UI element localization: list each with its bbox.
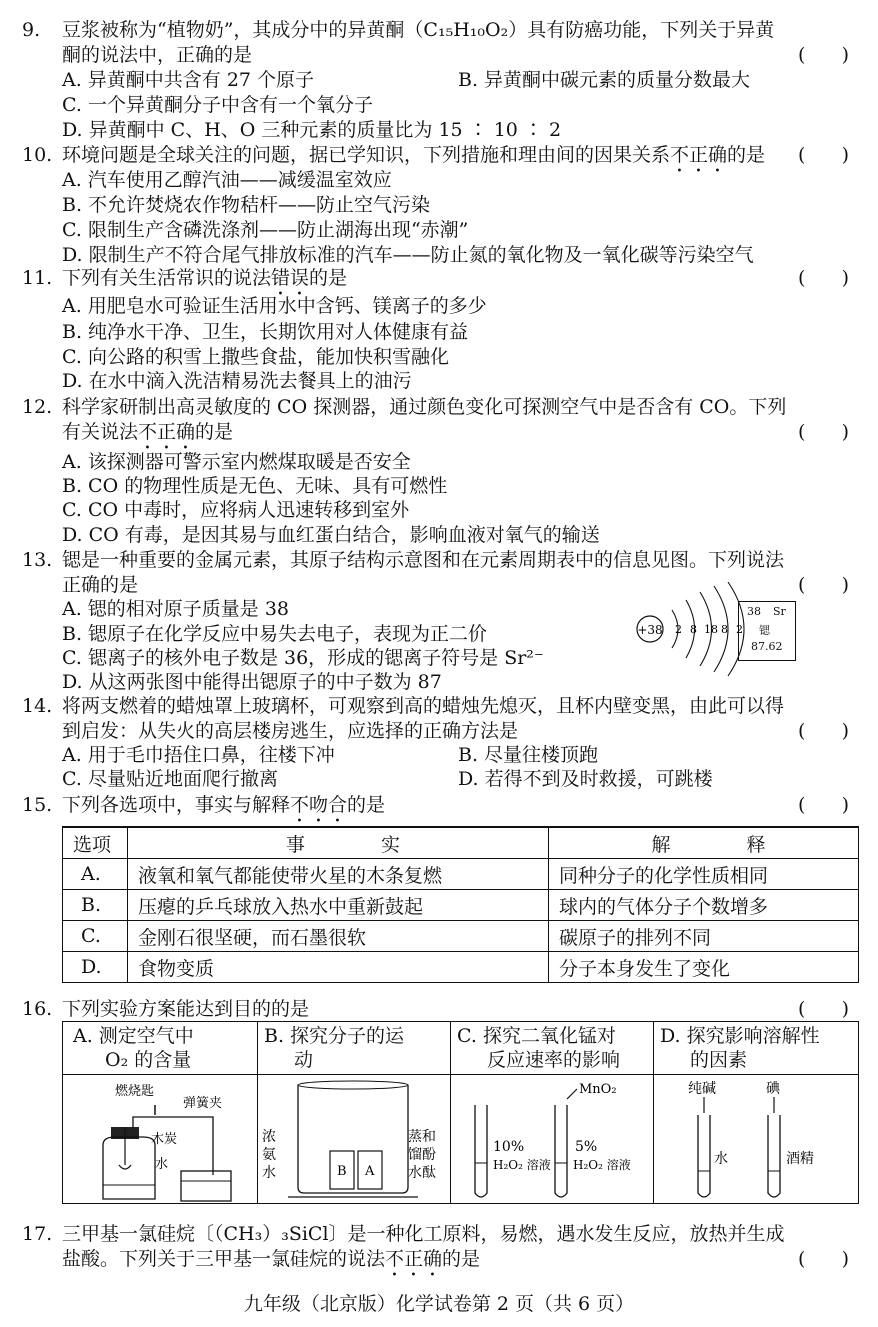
solubility-test-tubes-illustration bbox=[654, 1075, 859, 1205]
q12-stem-1: 科学家研制出高灵敏度的 CO 探测器，通过颜色变化可探测空气中是否含有 CO。下列 bbox=[62, 396, 787, 418]
q16-col-a-line1: A. 测定空气中 bbox=[73, 1025, 194, 1047]
q15-row-c-explanation: 碳原子的排列不同 bbox=[549, 921, 859, 952]
spring-clamp-label: 弹簧夹 bbox=[183, 1096, 223, 1111]
q12-option-d: D. CO 有毒，是因其易与血红蛋白结合，影响血液对氧气的输送 bbox=[62, 524, 600, 546]
q12-stem-post: 的是 bbox=[195, 421, 234, 443]
q12-number: 12. bbox=[22, 396, 53, 418]
q17-stem-2 bbox=[62, 1247, 480, 1281]
q16-figure-c bbox=[451, 1075, 654, 1204]
q16-col-c-line1: C. 探究二氧化锰对 bbox=[457, 1025, 616, 1047]
q12-stem-2 bbox=[62, 420, 233, 454]
test-tube-2-shape bbox=[555, 1105, 567, 1197]
q15-row-c-label: C. bbox=[63, 921, 128, 952]
q12-option-b: B. CO 的物理性质是无色、无味、具有可燃性 bbox=[62, 475, 448, 497]
test-tube-alcohol-shape bbox=[768, 1115, 780, 1197]
q14-option-c: C. 尽量贴近地面爬行撤离 bbox=[62, 768, 278, 790]
q10-number: 10. bbox=[22, 144, 53, 166]
mno2-arrow bbox=[567, 1089, 577, 1099]
beaker-a-label: A bbox=[365, 1164, 375, 1179]
q16-number: 16. bbox=[22, 998, 53, 1020]
q10-option-a: A. 汽车使用乙醇汽油——减缓温室效应 bbox=[62, 169, 392, 191]
beaker-rim bbox=[298, 1081, 408, 1089]
q10-option-d: D. 限制生产不符合尾气排放标准的汽车——防止氮的氧化物及一氧化碳等污染空气 bbox=[62, 244, 754, 266]
q9-option-c: C. 一个异黄酮分子中含有一个氧分子 bbox=[62, 94, 373, 116]
shell-count-4: 8 bbox=[721, 623, 728, 636]
oxygen-content-apparatus-illustration bbox=[63, 1075, 251, 1205]
q12-stem-pre: 有关说法 bbox=[62, 421, 139, 443]
table-row bbox=[63, 859, 859, 890]
q17-stem-pre: 盐酸。下列关于三甲基一氯硅烷的说法 bbox=[62, 1248, 386, 1270]
q13-option-d: D. 从这两张图中能得出锶原子的中子数为 87 bbox=[62, 671, 442, 693]
q13-stem-2: 正确的是 bbox=[62, 574, 139, 596]
q16-col-d-line2: 的因素 bbox=[690, 1049, 748, 1071]
q11-stem-emphasis: 错误 bbox=[271, 267, 310, 289]
q15-stem-emphasis: 不吻合 bbox=[290, 794, 348, 816]
q11-option-d: D. 在水中滴入洗洁精易洗去餐具上的油污 bbox=[62, 370, 412, 392]
q11-stem-post: 的是 bbox=[309, 267, 348, 289]
q13-answer-blank[interactable]: ( ) bbox=[798, 574, 850, 596]
atomic-mass: 87.62 bbox=[751, 640, 783, 653]
q16-figure-a bbox=[63, 1075, 258, 1204]
q16-figure-d bbox=[654, 1075, 859, 1204]
water-solvent-label: 水 bbox=[714, 1151, 728, 1167]
q14-option-d: D. 若得不到及时救援，可跳楼 bbox=[458, 768, 713, 790]
q9-option-b: B. 异黄酮中碳元素的质量分数最大 bbox=[458, 69, 751, 91]
phenolphthalein-label-3: 水酞 bbox=[408, 1165, 436, 1181]
q17-stem-1: 三甲基一氯硅烷〔（CH₃）₃SiCl〕是一种化工原料，易燃，遇水发生反应，放热并生成 bbox=[62, 1223, 785, 1245]
h2o2-solution-1-label: H₂O₂ 溶液 bbox=[493, 1158, 551, 1172]
q16-table bbox=[62, 1021, 859, 1204]
q17-number: 17. bbox=[22, 1223, 53, 1245]
q15-header-fact: 事 实 bbox=[128, 827, 549, 859]
q16-col-b-line1: B. 探究分子的运 bbox=[264, 1025, 405, 1047]
table-row bbox=[63, 890, 859, 921]
atomic-number: 38 bbox=[747, 605, 761, 618]
q16-col-c-line2: 反应速率的影响 bbox=[487, 1049, 621, 1071]
q13-number: 13. bbox=[22, 549, 53, 571]
mno2-label: MnO₂ bbox=[579, 1082, 617, 1097]
q16-col-d-line1: D. 探究影响溶解性 bbox=[660, 1025, 820, 1047]
alcohol-solvent-label: 酒精 bbox=[786, 1151, 814, 1167]
q16-figure-row bbox=[63, 1075, 859, 1204]
iodine-label: 碘 bbox=[766, 1081, 780, 1097]
q10-option-b: B. 不允许焚烧农作物秸杆——防止空气污染 bbox=[62, 194, 431, 216]
shell-count-3: 18 bbox=[704, 623, 718, 636]
q9-option-d: D. 异黄酮中 C、H、O 三种元素的质量比为 15 ∶ 10 ∶ 2 bbox=[62, 119, 562, 141]
q16-answer-blank[interactable]: ( ) bbox=[798, 998, 850, 1020]
q14-stem-1: 将两支燃着的蜡烛罩上玻璃杯，可观察到高的蜡烛先熄灭，且杯内壁变黑，由此可以得 bbox=[62, 695, 785, 717]
q16-col-b-line2: 动 bbox=[294, 1049, 314, 1071]
molecular-motion-apparatus-illustration bbox=[258, 1075, 448, 1205]
shell-count-1: 2 bbox=[675, 623, 682, 636]
q15-row-b-explanation: 球内的气体分子个数增多 bbox=[549, 890, 859, 921]
beaker-b-label: B bbox=[337, 1164, 347, 1179]
q13-stem-1: 锶是一种重要的金属元素，其原子结构示意图和在元素周期表中的信息见图。下列说法 bbox=[62, 549, 785, 571]
q10-stem-post: 的是 bbox=[727, 144, 766, 166]
q12-stem-emphasis: 不正确 bbox=[138, 421, 196, 443]
q10-stem-pre: 环境问题是全球关注的问题，据已学知识，下列措施和理由间的因果关系 bbox=[62, 144, 671, 166]
q15-stem-pre: 下列各选项中，事实与解释 bbox=[62, 794, 291, 816]
q15-stem-post: 的是 bbox=[347, 794, 386, 816]
q9-stem-2: 酮的说法中，正确的是 bbox=[62, 44, 253, 66]
q15-row-b-fact: 压瘪的乒乓球放入热水中重新鼓起 bbox=[128, 890, 549, 921]
q16-stem: 下列实验方案能达到目的的是 bbox=[62, 998, 310, 1020]
q17-stem-emphasis: 不正确 bbox=[385, 1248, 443, 1270]
table-row bbox=[63, 952, 859, 983]
q10-answer-blank[interactable]: ( ) bbox=[798, 144, 850, 166]
q14-answer-blank[interactable]: ( ) bbox=[798, 720, 850, 742]
q16-col-c-title bbox=[451, 1022, 654, 1075]
test-tube-1-shape bbox=[475, 1105, 487, 1197]
phenolphthalein-label-2: 馏酚 bbox=[408, 1147, 436, 1163]
q9-option-a: A. 异黄酮中共含有 27 个原子 bbox=[62, 69, 315, 91]
q15-row-a-explanation: 同种分子的化学性质相同 bbox=[549, 859, 859, 890]
ammonia-label-2: 氨 bbox=[262, 1147, 276, 1163]
burning-spoon-label: 燃烧匙 bbox=[115, 1084, 155, 1099]
q15-row-c-fact: 金刚石很坚硬，而石墨很软 bbox=[128, 921, 549, 952]
ammonia-label-3: 水 bbox=[262, 1165, 276, 1181]
nucleus-charge: +38 bbox=[637, 623, 663, 637]
q14-stem-2: 到启发：从失火的高层楼房逃生，应选择的正确方法是 bbox=[62, 720, 519, 742]
q16-header-row bbox=[63, 1022, 859, 1075]
q14-option-a: A. 用于毛巾捂住口鼻，往楼下冲 bbox=[62, 744, 335, 766]
q15-header-explanation: 解 释 bbox=[549, 827, 859, 859]
q13-option-b: B. 锶原子在化学反应中易失去电子，表现为正二价 bbox=[62, 623, 488, 645]
h2o2-5pct-label: 5% bbox=[575, 1139, 598, 1155]
q15-number: 15. bbox=[22, 794, 53, 816]
q15-header-row bbox=[63, 827, 859, 859]
q15-row-d-explanation: 分子本身发生了变化 bbox=[549, 952, 859, 983]
element-symbol: Sr bbox=[773, 605, 786, 618]
q16-col-a-line2: O₂ 的含量 bbox=[105, 1049, 192, 1071]
q16-col-b-title bbox=[258, 1022, 451, 1075]
q16-col-d-title bbox=[654, 1022, 859, 1075]
q15-stem bbox=[62, 793, 385, 827]
table-row bbox=[63, 921, 859, 952]
q17-stem-post: 的是 bbox=[442, 1248, 481, 1270]
q11-answer-blank[interactable]: ( ) bbox=[798, 267, 850, 289]
q10-stem-emphasis: 不正确 bbox=[670, 144, 728, 166]
q17-answer-blank[interactable]: ( ) bbox=[798, 1248, 850, 1270]
page-footer: 九年级（北京版）化学试卷第 2 页（共 6 页） bbox=[243, 1293, 635, 1315]
q11-option-a: A. 用肥皂水可验证生活用水中含钙、镁离子的多少 bbox=[62, 295, 487, 317]
q11-option-b: B. 纯净水干净、卫生，长期饮用对人体健康有益 bbox=[62, 321, 469, 343]
q15-table bbox=[62, 826, 859, 983]
h2o2-solution-2-label: H₂O₂ 溶液 bbox=[573, 1158, 631, 1172]
spoon-bowl bbox=[119, 1165, 131, 1169]
q15-answer-blank[interactable]: ( ) bbox=[798, 794, 850, 816]
q13-option-c: C. 锶离子的核外电子数是 36，形成的锶离子符号是 Sr²⁻ bbox=[62, 647, 544, 669]
q11-stem-pre: 下列有关生活常识的说法 bbox=[62, 267, 272, 289]
q9-number: 9. bbox=[22, 19, 41, 41]
ammonia-label-1: 浓 bbox=[262, 1129, 276, 1145]
phenolphthalein-label-1: 蒸和 bbox=[408, 1129, 436, 1145]
shell-count-5: 2 bbox=[736, 623, 743, 636]
q15-row-a-fact: 液氧和氧气都能使带火星的木条复燃 bbox=[128, 859, 549, 890]
periodic-table-cell bbox=[738, 601, 796, 661]
large-beaker-shape bbox=[298, 1085, 408, 1193]
soda-label: 纯碱 bbox=[688, 1081, 716, 1097]
q15-row-d-label: D. bbox=[63, 952, 128, 983]
q11-option-c: C. 向公路的积雪上撒些食盐，能加快积雪融化 bbox=[62, 346, 449, 368]
q15-row-b-label: B. bbox=[63, 890, 128, 921]
q11-number: 11. bbox=[22, 267, 53, 289]
beaker-shape bbox=[181, 1171, 231, 1201]
q14-number: 14. bbox=[22, 695, 53, 717]
q14-option-b: B. 尽量往楼顶跑 bbox=[458, 744, 599, 766]
q16-figure-b bbox=[258, 1075, 451, 1204]
q12-option-a: A. 该探测器可警示室内燃煤取暖是否安全 bbox=[62, 451, 411, 473]
q15-row-d-fact: 食物变质 bbox=[128, 952, 549, 983]
q15-row-a-label: A. bbox=[63, 859, 128, 890]
shell-count-2: 8 bbox=[690, 623, 697, 636]
catalyst-test-tubes-illustration bbox=[451, 1075, 651, 1205]
q9-stem-1: 豆浆被称为“植物奶”，其成分中的异黄酮（C₁₅H₁₀O₂）具有防癌功能，下列关于异黄 bbox=[62, 19, 775, 41]
test-tube-water-shape bbox=[698, 1115, 710, 1197]
q12-answer-blank[interactable]: ( ) bbox=[798, 421, 850, 443]
element-name: 锶 bbox=[759, 624, 770, 637]
q15-header-option: 选项 bbox=[63, 827, 128, 859]
q9-answer-blank[interactable]: ( ) bbox=[798, 44, 850, 66]
q10-option-c: C. 限制生产含磷洗涤剂——防止湖海出现“赤潮” bbox=[62, 219, 469, 241]
q12-option-c: C. CO 中毒时，应将病人迅速转移到室外 bbox=[62, 499, 410, 521]
q16-col-a-title bbox=[63, 1022, 258, 1075]
h2o2-10pct-label: 10% bbox=[493, 1139, 525, 1155]
q13-option-a: A. 锶的相对原子质量是 38 bbox=[62, 598, 290, 620]
charcoal-label: 木炭 bbox=[151, 1132, 178, 1147]
water-label: 水 bbox=[155, 1157, 169, 1172]
